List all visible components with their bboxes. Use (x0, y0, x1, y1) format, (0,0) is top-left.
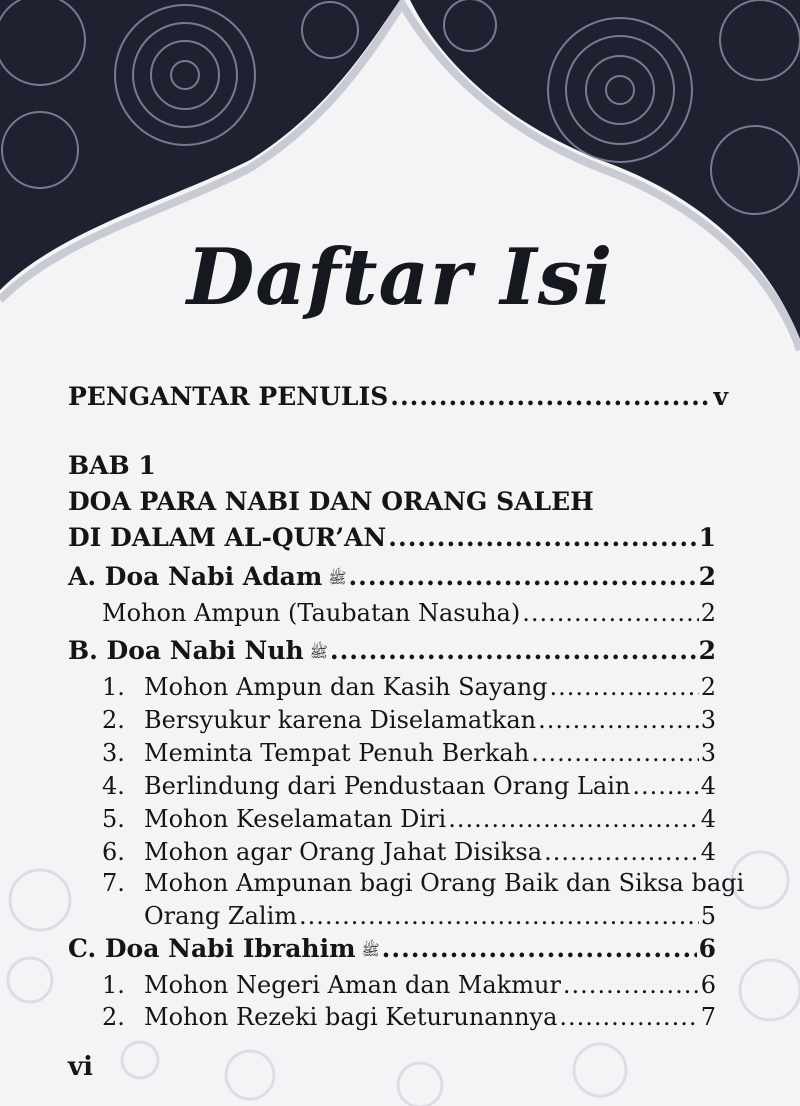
entry-page: v (713, 382, 728, 411)
leader-dots (388, 521, 696, 555)
entry-number: 5. (102, 805, 125, 833)
entry-page: 5 (700, 902, 716, 930)
toc-entry-b-1 (102, 670, 716, 704)
leader-dots (382, 932, 697, 966)
chapter-title-line-1: DOA PARA NABI DAN ORANG SALEH (68, 487, 594, 516)
leader-dots (522, 596, 699, 630)
toc-entry-b-7-line-1 (102, 866, 745, 900)
entry-page: 2 (700, 673, 716, 701)
honorific-symbol: ﷺ (328, 569, 347, 587)
page-title: Daftar Isi (186, 232, 614, 323)
leader-dots (531, 736, 699, 770)
entry-text: A. Doa Nabi Adam (68, 562, 323, 591)
page-number: vi (68, 1052, 93, 1082)
toc-entry-b (68, 634, 716, 669)
honorific-symbol: ﷺ (309, 643, 328, 661)
entry-text: Mohon Rezeki bagi Keturunannya (144, 1003, 558, 1031)
leader-dots (563, 968, 699, 1002)
toc-entry-b-6 (102, 835, 716, 869)
entry-page: 6 (700, 971, 716, 999)
entry-page: 2 (698, 636, 716, 665)
honorific-symbol: ﷺ (361, 941, 380, 959)
entry-text-continued: Orang Zalim (144, 902, 297, 930)
entry-number: 6. (102, 838, 125, 866)
toc-entry-c-1 (102, 968, 716, 1002)
entry-number: 1. (102, 971, 125, 999)
entry-page: 6 (698, 934, 716, 963)
entry-page: 4 (700, 805, 716, 833)
entry-number: 2. (102, 1003, 125, 1031)
toc-entry-a (68, 560, 716, 595)
entry-text: Mohon Ampunan bagi Orang Baik dan Siksa bagi (144, 869, 745, 897)
entry-page: 2 (698, 562, 716, 591)
entry-text: B. Doa Nabi Nuh (68, 636, 304, 665)
toc-entry-c-2 (102, 1000, 716, 1034)
entry-page: 3 (700, 706, 716, 734)
chapter-label: BAB 1 (68, 451, 156, 480)
entry-page: 4 (700, 838, 716, 866)
toc-entry-b-7-line-2 (144, 899, 716, 933)
entry-text: Mohon Keselamatan Diri (144, 805, 447, 833)
leader-dots (632, 769, 698, 803)
entry-number: 2. (102, 706, 125, 734)
leader-dots (448, 802, 699, 836)
toc-entry-b-2 (102, 703, 716, 737)
entry-text: Berlindung dari Pendustaan Orang Lain (144, 772, 631, 800)
entry-text: DI DALAM AL-QUR’AN (68, 523, 387, 552)
entry-text: Mohon Ampun (Taubatan Nasuha) (102, 599, 521, 627)
toc-entry-b-3 (102, 736, 716, 770)
toc-entry-pengantar (68, 380, 728, 414)
toc-entry-c (68, 932, 716, 967)
toc-entry-b-4 (102, 769, 716, 803)
leader-dots (559, 1000, 698, 1034)
entry-text: Mohon agar Orang Jahat Disiksa (144, 838, 543, 866)
entry-page: 4 (700, 772, 716, 800)
leader-dots (330, 634, 697, 668)
leader-dots (299, 899, 699, 933)
entry-text: Mohon Negeri Aman dan Makmur (144, 971, 561, 999)
entry-text: C. Doa Nabi Ibrahim (68, 934, 356, 963)
entry-page: 1 (698, 523, 716, 552)
toc-entry-a-1 (102, 596, 716, 630)
entry-text: Meminta Tempat Penuh Berkah (144, 739, 530, 767)
entry-text: Bersyukur karena Diselamatkan (144, 706, 537, 734)
entry-number: 7. (102, 869, 125, 897)
leader-dots (544, 835, 699, 869)
entry-page: 2 (700, 599, 716, 627)
leader-dots (390, 380, 711, 414)
entry-number: 1. (102, 673, 125, 701)
entry-text: Mohon Ampun dan Kasih Sayang (144, 673, 548, 701)
entry-number: 3. (102, 739, 125, 767)
leader-dots (348, 560, 696, 594)
leader-dots (538, 703, 699, 737)
entry-page: 3 (700, 739, 716, 767)
entry-page: 7 (700, 1003, 716, 1031)
leader-dots (550, 670, 699, 704)
toc-entry-chapter-1 (68, 521, 716, 555)
toc-entry-b-5 (102, 802, 716, 836)
entry-number: 4. (102, 772, 125, 800)
entry-text: PENGANTAR PENULIS (68, 382, 389, 411)
